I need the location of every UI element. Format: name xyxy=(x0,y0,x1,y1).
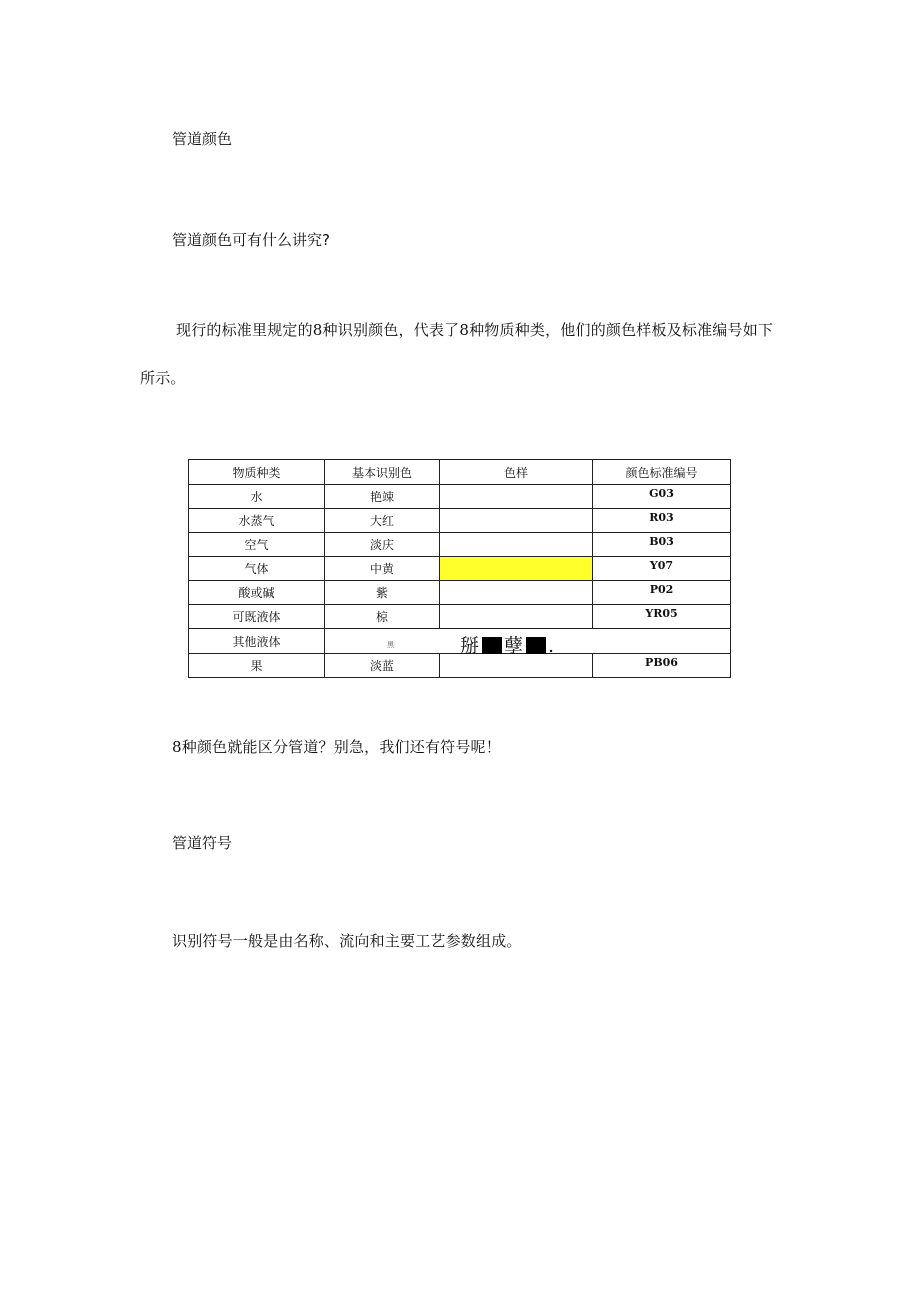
table-row xyxy=(189,581,731,605)
table-header-row xyxy=(189,460,731,485)
intro-paragraph-line2: 所示。 xyxy=(140,369,186,387)
intro-paragraph-line1: 现行的标准里规定的8种识别颜色，代表了8种物质种类，他们的颜色样板及标准编号如下 xyxy=(176,321,774,339)
code-cell: PB06 xyxy=(593,654,731,678)
color-cell: 紫 xyxy=(325,581,440,605)
header-standard-code: 颜色标准编号 xyxy=(593,460,731,485)
table-row xyxy=(189,485,731,509)
header-substance: 物质种类 xyxy=(189,460,325,485)
swatch-cell xyxy=(440,509,593,533)
merged-small-glyph: 黑 xyxy=(387,641,394,649)
substance-cell: 水蒸气 xyxy=(189,509,325,533)
header-basic-color: 基本识别色 xyxy=(325,460,440,485)
swatch-cell xyxy=(440,605,593,629)
substance-cell: 果 xyxy=(189,654,325,678)
code-cell: YR05 xyxy=(593,605,731,629)
substance-cell: 空气 xyxy=(189,533,325,557)
table-row xyxy=(189,533,731,557)
section-title-pipe-color: 管道颜色 xyxy=(172,130,233,148)
color-cell: 艳竦 xyxy=(325,485,440,509)
swatch-cell xyxy=(440,533,593,557)
section-title-pipe-symbol: 管道符号 xyxy=(172,834,233,852)
code-cell: B03 xyxy=(593,533,731,557)
redaction-block xyxy=(526,637,546,654)
swatch-cell-yellow xyxy=(440,557,593,581)
code-cell: P02 xyxy=(593,581,731,605)
substance-cell: 酸或碱 xyxy=(189,581,325,605)
merged-garbled-cell xyxy=(325,629,731,657)
table-row xyxy=(189,629,731,654)
table-row xyxy=(189,605,731,629)
table-row xyxy=(189,509,731,533)
color-cell: 中黄 xyxy=(325,557,440,581)
color-cell: 淡蓝 xyxy=(325,654,440,678)
symbol-intro-paragraph: 8种颜色就能区分管道？别急，我们还有符号呢！ xyxy=(172,738,501,756)
substance-cell: 水 xyxy=(189,485,325,509)
color-cell: 大红 xyxy=(325,509,440,533)
pipe-color-table xyxy=(188,459,731,678)
swatch-cell xyxy=(440,581,593,605)
redaction-block xyxy=(482,637,502,654)
color-cell: 椋 xyxy=(325,605,440,629)
substance-cell: 其他液体 xyxy=(189,629,325,654)
color-cell: 淡庆 xyxy=(325,533,440,557)
section-question-title: 管道颜色可有什么讲究? xyxy=(172,231,330,249)
code-cell: Y07 xyxy=(593,557,731,581)
substance-cell: 气体 xyxy=(189,557,325,581)
substance-cell: 可既液体 xyxy=(189,605,325,629)
symbol-description-paragraph: 识别符号一般是由名称、流向和主要工艺参数组成。 xyxy=(172,932,522,950)
code-cell: G03 xyxy=(593,485,731,509)
merged-garbled-text: 掰 孽 . xyxy=(460,635,556,657)
table-row xyxy=(189,557,731,581)
code-cell: R03 xyxy=(593,509,731,533)
swatch-cell xyxy=(440,485,593,509)
header-swatch: 色样 xyxy=(440,460,593,485)
